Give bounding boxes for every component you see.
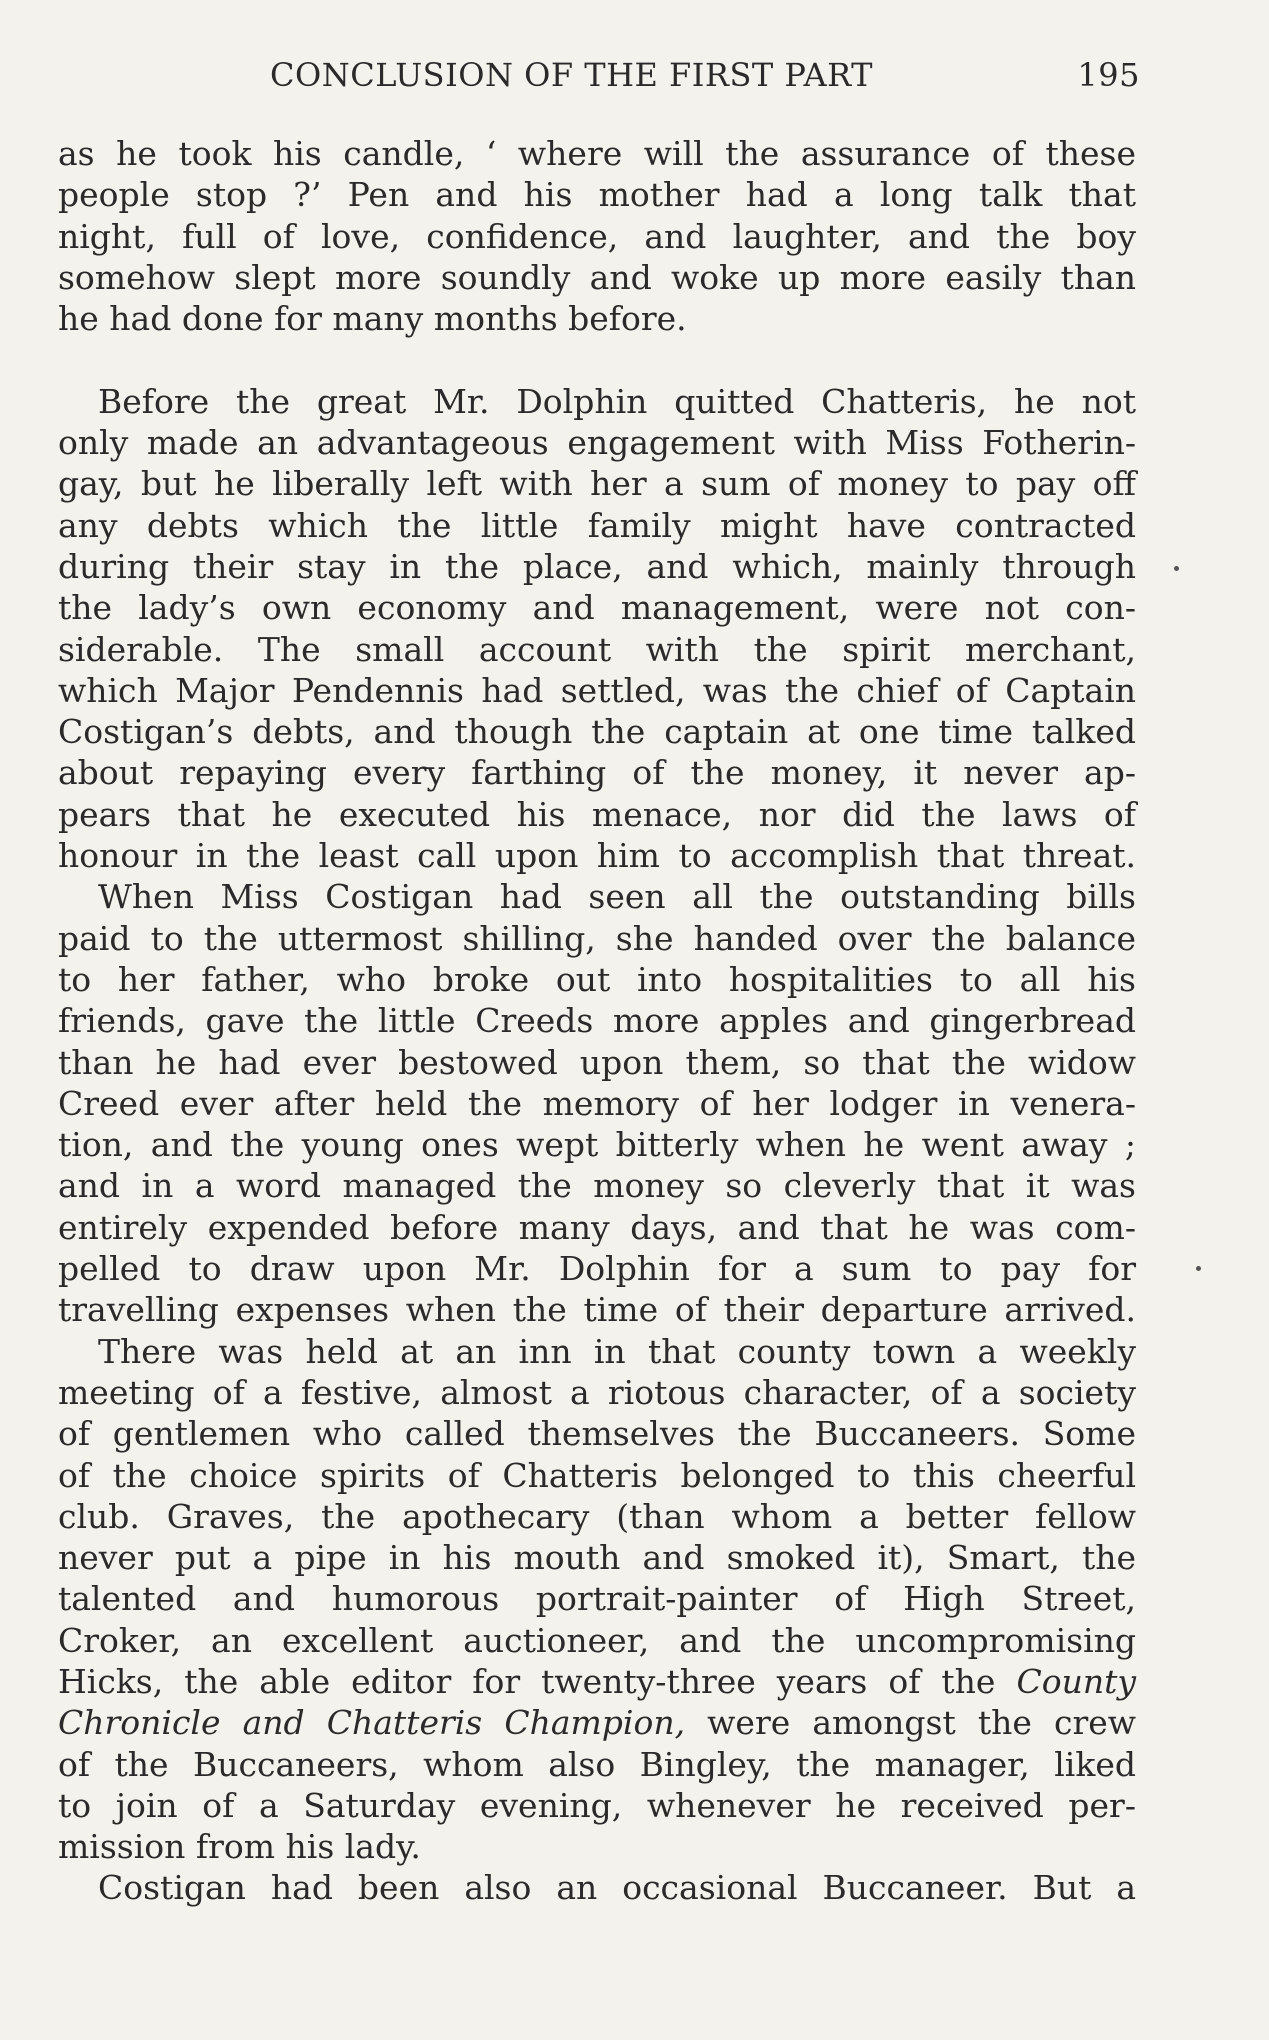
text-line: night, full of love, confidence, and laughter, and the boy bbox=[58, 216, 1136, 256]
text-line: which Major Pendennis had settled, was the chief of Captain bbox=[58, 670, 1136, 710]
text-line: pelled to draw upon Mr. Dolphin for a sum to pay for bbox=[58, 1249, 1136, 1289]
text-line: he had done for many months before. bbox=[58, 299, 687, 339]
text-line: paid to the uttermost shilling, she handed over the balance bbox=[58, 918, 1136, 958]
text-line: talented and humorous portrait-painter of High Street, bbox=[58, 1579, 1136, 1619]
text-line: people stop ?’ Pen and his mother had a long talk that bbox=[58, 175, 1136, 215]
text-line: siderable. The small account with the spirit merchant, bbox=[58, 629, 1136, 669]
text-line: only made an advantageous engagement with Miss Fotherin- bbox=[58, 423, 1136, 463]
text-line: gay, but he liberally left with her a sum of money to pay off bbox=[58, 464, 1136, 504]
text-line: mission from his lady. bbox=[58, 1827, 421, 1867]
text-line: during their stay in the place, and which, mainly through bbox=[58, 546, 1136, 586]
text-line: about repaying every farthing of the money, it never ap- bbox=[58, 753, 1136, 793]
text-line: tion, and the young ones wept bitterly when he went away ; bbox=[58, 1125, 1136, 1165]
text-line: There was held at an inn in that county town a weekly bbox=[98, 1331, 1136, 1371]
text-line: Costigan’s debts, and though the captain at one time talked bbox=[58, 712, 1136, 752]
text-line bbox=[58, 1702, 1136, 1743]
text-line: pears that he executed his menace, nor did the laws of bbox=[58, 794, 1136, 834]
text-line: entirely expended before many days, and that he was com- bbox=[58, 1207, 1136, 1247]
text-line: friends, gave the little Creeds more apples and gingerbread bbox=[58, 1001, 1136, 1041]
italic-title: County bbox=[1016, 1661, 1136, 1701]
page-number: 195 bbox=[1077, 56, 1140, 94]
margin-mark bbox=[1174, 566, 1179, 571]
running-header bbox=[270, 56, 1140, 100]
margin-mark bbox=[1196, 1266, 1201, 1271]
text-line: Croker, an excellent auctioneer, and the uncompromising bbox=[58, 1620, 1136, 1660]
italic-title: Chronicle and Chatteris Champion, bbox=[58, 1703, 686, 1743]
text-line: of the Buccaneers, whom also Bingley, the manager, liked bbox=[58, 1744, 1136, 1784]
text-line: club. Graves, the apothecary (than whom a better fellow bbox=[58, 1496, 1136, 1536]
text-line: of the choice spirits of Chatteris belonged to this cheerful bbox=[58, 1455, 1136, 1495]
text-line: travelling expenses when the time of their departure arrived. bbox=[58, 1290, 1136, 1330]
text-line: than he had ever bestowed upon them, so that the widow bbox=[58, 1042, 1136, 1082]
text-line: honour in the least call upon him to accomplish that threat. bbox=[58, 836, 1136, 876]
text-line: the lady’s own economy and management, were not con- bbox=[58, 588, 1136, 628]
text-line: meeting of a festive, almost a riotous character, of a society bbox=[58, 1372, 1136, 1412]
text-line: somehow slept more soundly and woke up more easily than bbox=[58, 257, 1136, 297]
text-line: of gentlemen who called themselves the Buccaneers. Some bbox=[58, 1414, 1136, 1454]
text-line: When Miss Costigan had seen all the outstanding bills bbox=[98, 877, 1136, 917]
text-line: Creed ever after held the memory of her lodger in venera- bbox=[58, 1083, 1136, 1123]
text-line: to join of a Saturday evening, whenever he received per- bbox=[58, 1785, 1136, 1825]
text-line: to her father, who broke out into hospitalities to all his bbox=[58, 959, 1136, 999]
text-line: as he took his candle, ‘ where will the assurance of these bbox=[58, 134, 1136, 173]
text-line: and in a word managed the money so cleverly that it was bbox=[58, 1166, 1136, 1206]
text-line: never put a pipe in his mouth and smoked it), Smart, the bbox=[58, 1538, 1136, 1578]
text-run: Hicks, the able editor for twenty-three years of the bbox=[58, 1661, 996, 1701]
text-line bbox=[58, 1661, 1136, 1702]
text-line: Before the great Mr. Dolphin quitted Chatteris, he not bbox=[98, 381, 1136, 421]
text-line: any debts which the little family might have contracted bbox=[58, 505, 1136, 545]
paragraph-gap bbox=[58, 339, 1136, 380]
chapter-title: CONCLUSION OF THE FIRST PART bbox=[270, 56, 873, 94]
text-run: were amongst the crew bbox=[685, 1703, 1137, 1743]
text-line: Costigan had been also an occasional Buccaneer. But a bbox=[98, 1868, 1136, 1908]
body-text bbox=[58, 133, 1136, 1909]
